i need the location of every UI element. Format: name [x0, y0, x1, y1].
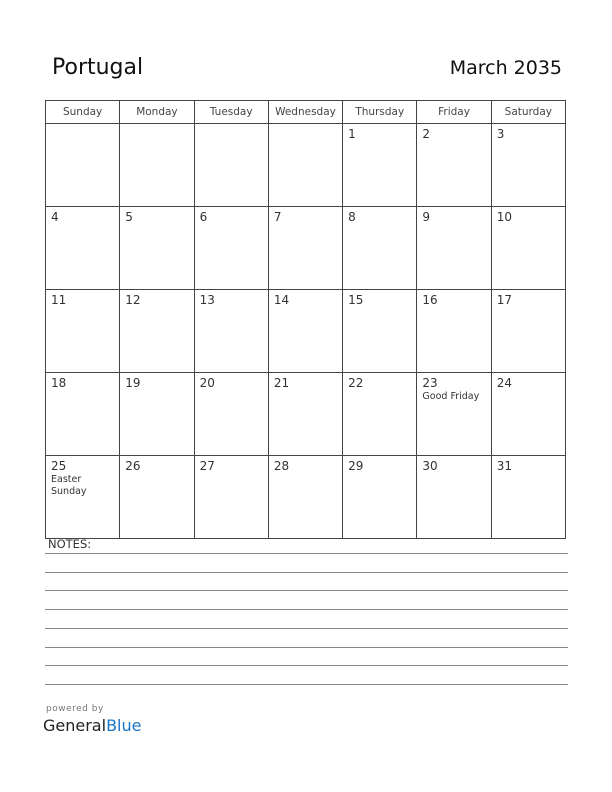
day-number: 22	[348, 376, 364, 390]
note-line	[45, 553, 568, 554]
country-title: Portugal	[52, 55, 144, 80]
note-line	[45, 647, 568, 648]
day-cell	[491, 207, 565, 290]
day-cell	[268, 456, 342, 539]
day-number: 4	[51, 210, 59, 224]
day-cell	[120, 207, 194, 290]
day-number: 12	[125, 293, 141, 307]
day-cell	[194, 456, 268, 539]
logo-general-text: General	[43, 716, 107, 735]
day-cell	[268, 207, 342, 290]
notes-label: NOTES:	[48, 537, 92, 551]
logo-blue-text: Blue	[106, 716, 142, 735]
day-number: 20	[199, 376, 215, 390]
week-row	[46, 207, 566, 290]
day-number: 17	[496, 293, 512, 307]
day-cell	[120, 290, 194, 373]
day-cell	[491, 456, 565, 539]
day-number: 9	[422, 210, 431, 224]
day-cell	[194, 124, 268, 207]
day-number: 25	[51, 459, 67, 473]
weekday-header: Friday	[417, 101, 491, 124]
day-number: 28	[273, 459, 290, 473]
day-cell	[268, 124, 342, 207]
day-number: 2	[422, 127, 431, 141]
day-number: 3	[496, 127, 505, 141]
day-number: 15	[348, 293, 364, 307]
day-number: 24	[496, 376, 512, 390]
note-line	[45, 590, 568, 591]
day-number: 10	[496, 210, 512, 224]
day-cell	[343, 456, 417, 539]
note-line	[45, 665, 568, 666]
day-cell	[491, 124, 565, 207]
day-number: 21	[273, 376, 290, 390]
day-cell	[120, 373, 194, 456]
calendar-grid	[45, 100, 566, 539]
generalblue-logo[interactable]	[43, 716, 141, 735]
weekday-header: Tuesday	[194, 101, 268, 124]
day-number: 23	[422, 376, 438, 390]
day-number: 30	[422, 459, 438, 473]
day-number: 27	[199, 459, 215, 473]
day-cell	[46, 207, 120, 290]
day-cell	[417, 290, 491, 373]
day-cell	[417, 124, 491, 207]
day-number: 7	[273, 210, 282, 224]
day-number: 14	[273, 293, 290, 307]
weekday-header: Sunday	[46, 101, 120, 124]
day-cell	[491, 373, 565, 456]
day-cell	[343, 124, 417, 207]
week-row	[46, 373, 566, 456]
day-cell	[491, 290, 565, 373]
day-cell	[343, 207, 417, 290]
day-cell	[417, 373, 491, 456]
powered-by-text: powered by	[46, 704, 104, 714]
day-number: 19	[125, 376, 141, 390]
day-number: 31	[496, 459, 512, 473]
week-row	[46, 456, 566, 539]
weekday-header: Wednesday	[268, 101, 342, 124]
weekday-header-row	[46, 101, 566, 124]
day-number: 1	[348, 127, 356, 141]
holiday-label: Easter Sunday	[51, 474, 87, 497]
day-cell	[46, 124, 120, 207]
day-cell	[417, 456, 491, 539]
weekday-header: Saturday	[491, 101, 565, 124]
day-number: 5	[125, 210, 133, 224]
holiday-label: Good Friday	[422, 391, 480, 402]
month-year-title: March 2035	[449, 57, 562, 79]
note-line	[45, 628, 568, 629]
note-line	[45, 572, 568, 573]
day-number: 18	[51, 376, 67, 390]
day-number: 16	[422, 293, 438, 307]
week-row	[46, 290, 566, 373]
week-row	[46, 124, 566, 207]
day-number: 8	[348, 210, 356, 224]
day-cell	[268, 373, 342, 456]
day-cell	[120, 456, 194, 539]
day-number: 11	[51, 293, 67, 307]
day-number: 13	[199, 293, 215, 307]
note-line	[45, 684, 568, 685]
note-line	[45, 609, 568, 610]
day-cell	[194, 207, 268, 290]
day-cell	[46, 290, 120, 373]
day-cell	[120, 124, 194, 207]
day-number: 29	[348, 459, 364, 473]
weekday-header: Monday	[120, 101, 194, 124]
day-number: 26	[125, 459, 141, 473]
day-cell	[46, 373, 120, 456]
day-number: 6	[199, 210, 208, 224]
day-cell	[268, 290, 342, 373]
day-cell	[46, 456, 120, 539]
day-cell	[417, 207, 491, 290]
day-cell	[194, 290, 268, 373]
day-cell	[194, 373, 268, 456]
weekday-header: Thursday	[343, 101, 417, 124]
day-cell	[343, 373, 417, 456]
day-cell	[343, 290, 417, 373]
